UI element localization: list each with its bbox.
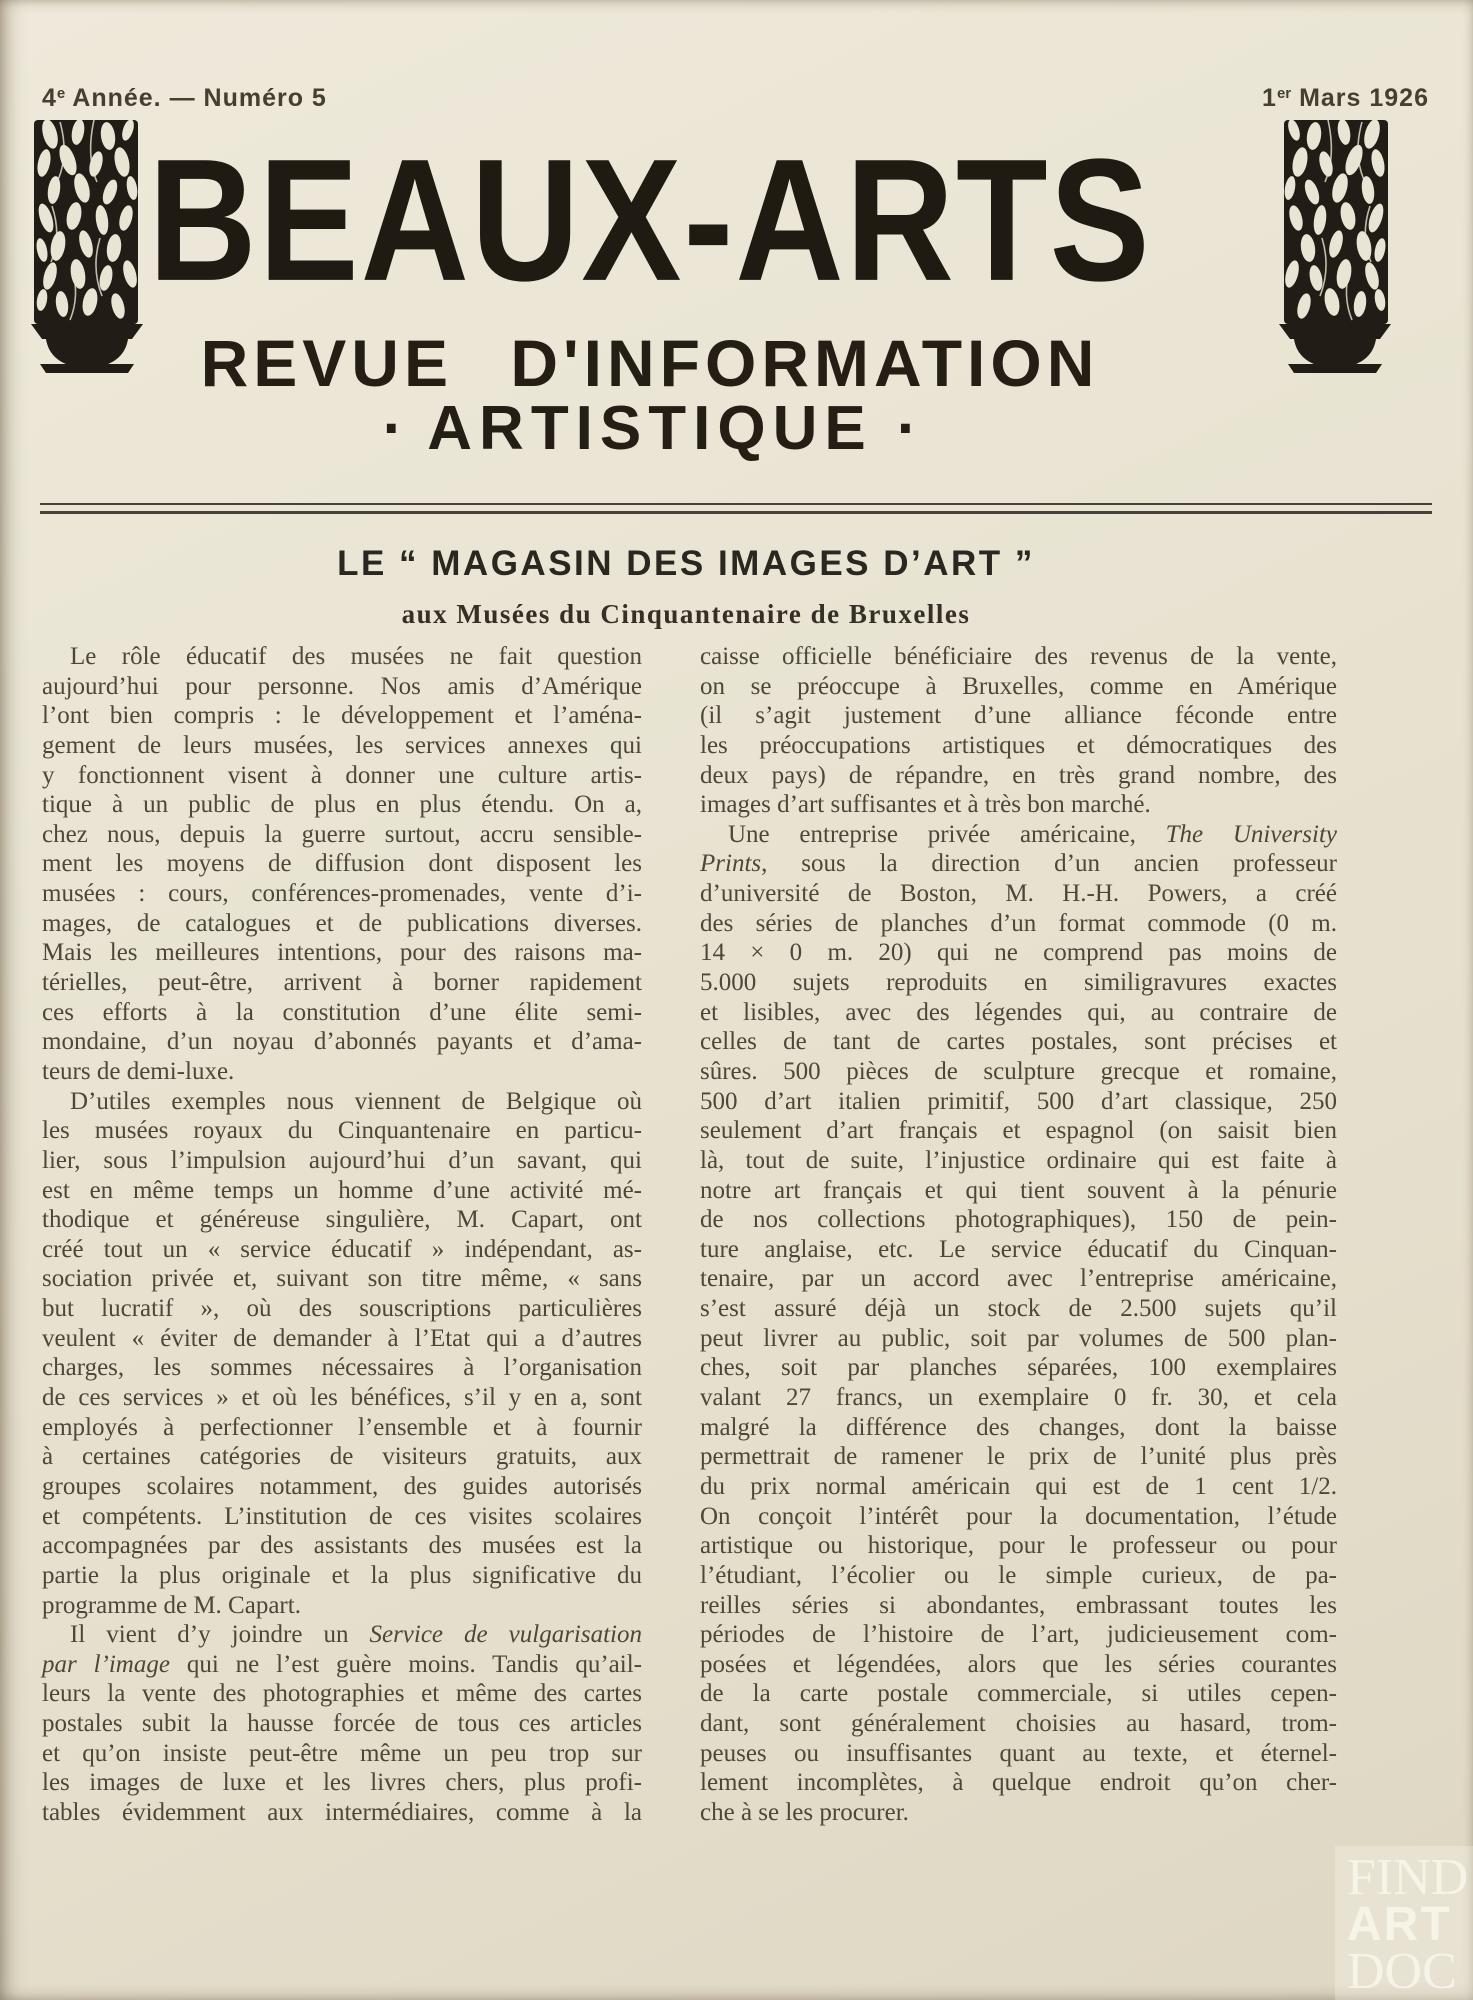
text-line: musées : cours, conférences-promenades, vente d’i- bbox=[42, 880, 642, 908]
paragraph bbox=[42, 642, 642, 1087]
text-line: permettrait de ramener le prix de l’unité plus près bbox=[700, 1443, 1337, 1471]
text-line: On conçoit l’intérêt pour la documentation, l’étude bbox=[700, 1502, 1337, 1530]
paragraph bbox=[42, 1620, 642, 1827]
article-title: LE “ MAGASIN DES IMAGES D’ART ” bbox=[337, 544, 1035, 583]
text-line: malgré la différence des changes, dont la baisse bbox=[700, 1413, 1337, 1441]
text-line: artistique ou historique, pour le professeur ou pour bbox=[700, 1532, 1337, 1560]
text-line: ture anglaise, etc. Le service éducatif du Cinquan- bbox=[700, 1235, 1337, 1263]
watermark-line: FIND bbox=[1347, 1849, 1469, 1906]
text-line: s’est assuré déjà un stock de 2.500 sujets qu’il bbox=[700, 1295, 1337, 1323]
text-line: l’ont bien compris : le développement et l’aména- bbox=[42, 702, 642, 730]
text-line: des séries de planches d’un format commode (0 m. bbox=[700, 909, 1337, 937]
decorative-dot: · bbox=[896, 394, 918, 463]
text-line: lier, sous l’impulsion aujourd’hui d’un savant, qui bbox=[42, 1146, 642, 1174]
watermark-line: ART bbox=[1347, 1898, 1452, 1951]
text-line: ches, soit par planches séparées, 100 exemplaires bbox=[700, 1354, 1337, 1382]
text-line: seulement d’art français et espagnol (on saisit bien bbox=[700, 1117, 1337, 1145]
text-line: 500 d’art italien primitif, 500 d’art classique, 250 bbox=[700, 1087, 1337, 1115]
woodcut-column-ornament-right bbox=[1272, 118, 1392, 380]
text-line: but lucratif », où des souscriptions particulières bbox=[42, 1295, 642, 1323]
text-line: tique à un public de plus en plus étendu. On a, bbox=[42, 791, 642, 819]
text-line: programme de M. Capart. bbox=[42, 1591, 301, 1619]
text-line: par l’image qui ne l’est guère moins. Tandis qu’ail- bbox=[42, 1650, 642, 1678]
text-line: 14 × 0 m. 20) qui ne comprend pas moins de bbox=[700, 939, 1337, 967]
text-line: D’utiles exemples nous viennent de Belgique où bbox=[70, 1087, 642, 1115]
divider-rule bbox=[40, 503, 1432, 514]
text-line: dant, sont généralement choisies au hasard, trom- bbox=[700, 1710, 1337, 1738]
issue-superscript: e bbox=[56, 85, 66, 102]
article-subtitle: aux Musées du Cinquantenaire de Bruxelles bbox=[401, 599, 971, 629]
text-line: y fonctionnent visent à donner une culture artis- bbox=[42, 761, 642, 789]
text-line: de ces services » et où les bénéfices, s’il y en a, sont bbox=[42, 1384, 642, 1412]
date-superscript: er bbox=[1276, 85, 1292, 102]
text-line: d’université de Boston, M. H.-H. Powers, a créé bbox=[700, 880, 1337, 908]
text-line: et qu’on insiste peut-être même un peu trop sur bbox=[42, 1739, 642, 1767]
text-line: images d’art suffisantes et à très bon marché. bbox=[700, 791, 1151, 819]
article-column-left bbox=[42, 642, 642, 1828]
text-line: caisse officielle bénéficiaire des revenus de la vente, bbox=[700, 643, 1337, 670]
text-line: leurs la vente des photographies et même des cartes bbox=[42, 1680, 642, 1708]
text-line: gement de leurs musées, les services annexes qui bbox=[42, 731, 642, 759]
watermark bbox=[1335, 1846, 1473, 2000]
text-line: charges, les sommes nécessaires à l’organisation bbox=[42, 1354, 642, 1382]
text-line: tables évidemment aux intermédiaires, comme à la bbox=[42, 1798, 642, 1826]
text-line: ces efforts à la constitution d’une élite semi- bbox=[42, 998, 642, 1026]
text-line: celles de tant de cartes postales, sont précises et bbox=[700, 1028, 1337, 1056]
text-line: à certaines catégories de visiteurs gratuits, aux bbox=[42, 1443, 642, 1471]
text-line: tenaire, par un accord avec l’entreprise américaine, bbox=[700, 1265, 1337, 1293]
text-line: les images de luxe et les livres chers, plus profi- bbox=[42, 1769, 642, 1797]
text-line: et compétents. L’institution de ces visites scolaires bbox=[42, 1502, 642, 1530]
text-line: deux pays) de répandre, en très grand nombre, des bbox=[700, 761, 1337, 789]
magazine-subtitle-line1: REVUE D'INFORMATION bbox=[200, 326, 1100, 400]
text-line: aujourd’hui pour personne. Nos amis d’Amérique bbox=[42, 672, 642, 700]
text-line: périodes de l’histoire de l’art, judicieusement com- bbox=[700, 1621, 1337, 1649]
text-line: Le rôle éducatif des musées ne fait question bbox=[70, 643, 642, 670]
text-line: du prix normal américain qui est de 1 cent 1/2. bbox=[700, 1472, 1337, 1500]
watermark-line: DOC bbox=[1347, 1943, 1457, 2000]
text-line: thodique et généreuse singulière, M. Capart, ont bbox=[42, 1206, 642, 1234]
text-line: employés à perfectionner l’ensemble et à fournir bbox=[42, 1413, 642, 1441]
article-column-right bbox=[700, 642, 1337, 1828]
text-line: partie la plus originale et la plus significative du bbox=[42, 1561, 642, 1589]
magazine-subtitle-line2: · ARTISTIQUE · bbox=[382, 394, 918, 463]
text-line: Une entreprise privée américaine, The University bbox=[728, 820, 1337, 848]
text-line: on se préoccupe à Bruxelles, comme en Amérique bbox=[700, 672, 1337, 700]
text-line: postales subit la hausse forcée de tous ces articles bbox=[42, 1710, 642, 1738]
text-line: térielles, peut-être, arrivent à borner rapidement bbox=[42, 969, 642, 997]
text-line: notre art français et qui tient souvent à la pénurie bbox=[700, 1176, 1337, 1204]
text-line: 5.000 sujets reproduits en similigravures exactes bbox=[700, 969, 1337, 997]
magazine-title: BEAUX-ARTS bbox=[148, 122, 1152, 318]
text-line: peuses ou insuffisantes quant au texte, et éternel- bbox=[700, 1739, 1337, 1767]
text-line: accompagnées par des assistants des musées est la bbox=[42, 1532, 642, 1560]
text-line: Prints, sous la direction d’un ancien professeur bbox=[700, 850, 1337, 878]
paragraph bbox=[700, 820, 1337, 1828]
paragraph bbox=[42, 1087, 642, 1621]
text-line: peut livrer au public, soit par volumes de 500 plan- bbox=[700, 1324, 1337, 1352]
text-line: lement incomplètes, à quelque endroit qu’on cher- bbox=[700, 1769, 1337, 1797]
masthead-text bbox=[88, 0, 1212, 480]
text-line: che à se les procurer. bbox=[700, 1798, 909, 1826]
text-line: de la carte postale commerciale, si utiles cepen- bbox=[700, 1680, 1337, 1708]
decorative-dot: · bbox=[382, 394, 404, 463]
masthead bbox=[0, 0, 1473, 480]
text-line: reilles séries si abondantes, embrassant toutes les bbox=[700, 1591, 1337, 1619]
text-line: teurs de demi-luxe. bbox=[42, 1057, 235, 1085]
text-line: de nos collections photographiques), 150 de pein- bbox=[700, 1206, 1337, 1234]
text-line: mondaine, d’un noyau d’abonnés payants et d’ama- bbox=[42, 1028, 642, 1056]
issue-number: 4e Année. — Numéro 5 bbox=[42, 84, 327, 112]
text-line: posées et légendées, alors que les séries courantes bbox=[700, 1650, 1337, 1678]
text-line: sociation privée et, suivant son titre même, « sans bbox=[42, 1265, 642, 1293]
text-line: les préoccupations artistiques et démocratiques des bbox=[700, 731, 1337, 759]
text-line: sûres. 500 pièces de sculpture grecque et romaine, bbox=[700, 1057, 1337, 1085]
text-line: chez nous, depuis la guerre surtout, accru sensible- bbox=[42, 820, 642, 848]
text-line: (il s’agit justement d’une alliance féconde entre bbox=[700, 702, 1337, 730]
text-line: et lisibles, avec des légendes qui, au contraire de bbox=[700, 998, 1337, 1026]
text-line: mages, de catalogues et de publications diverses. bbox=[42, 909, 642, 937]
text-line: créé tout un « service éducatif » indépendant, as- bbox=[42, 1235, 642, 1263]
text-line: est en même temps un homme d’une activité mé- bbox=[42, 1176, 642, 1204]
text-line: ment les moyens de diffusion dont disposent les bbox=[42, 850, 642, 878]
text-line: veulent « éviter de demander à l’Etat qui a d’autres bbox=[42, 1324, 642, 1352]
text-line: l’étudiant, l’écolier ou le simple curieux, de pa- bbox=[700, 1561, 1337, 1589]
text-line: groupes scolaires notamment, des guides autorisés bbox=[42, 1472, 642, 1500]
text-line: les musées royaux du Cinquantenaire en particu- bbox=[42, 1117, 642, 1145]
issue-date: 1er Mars 1926 bbox=[1262, 84, 1429, 112]
paragraph bbox=[700, 642, 1337, 820]
text-line: Il vient d’y joindre un Service de vulgarisation bbox=[70, 1621, 642, 1649]
text-line: valant 27 francs, un exemplaire 0 fr. 30, et cela bbox=[700, 1384, 1337, 1412]
text-line: Mais les meilleures intentions, pour des raisons ma- bbox=[42, 939, 642, 967]
text-line: là, tout de suite, l’injustice ordinaire qui est faite à bbox=[700, 1146, 1337, 1174]
